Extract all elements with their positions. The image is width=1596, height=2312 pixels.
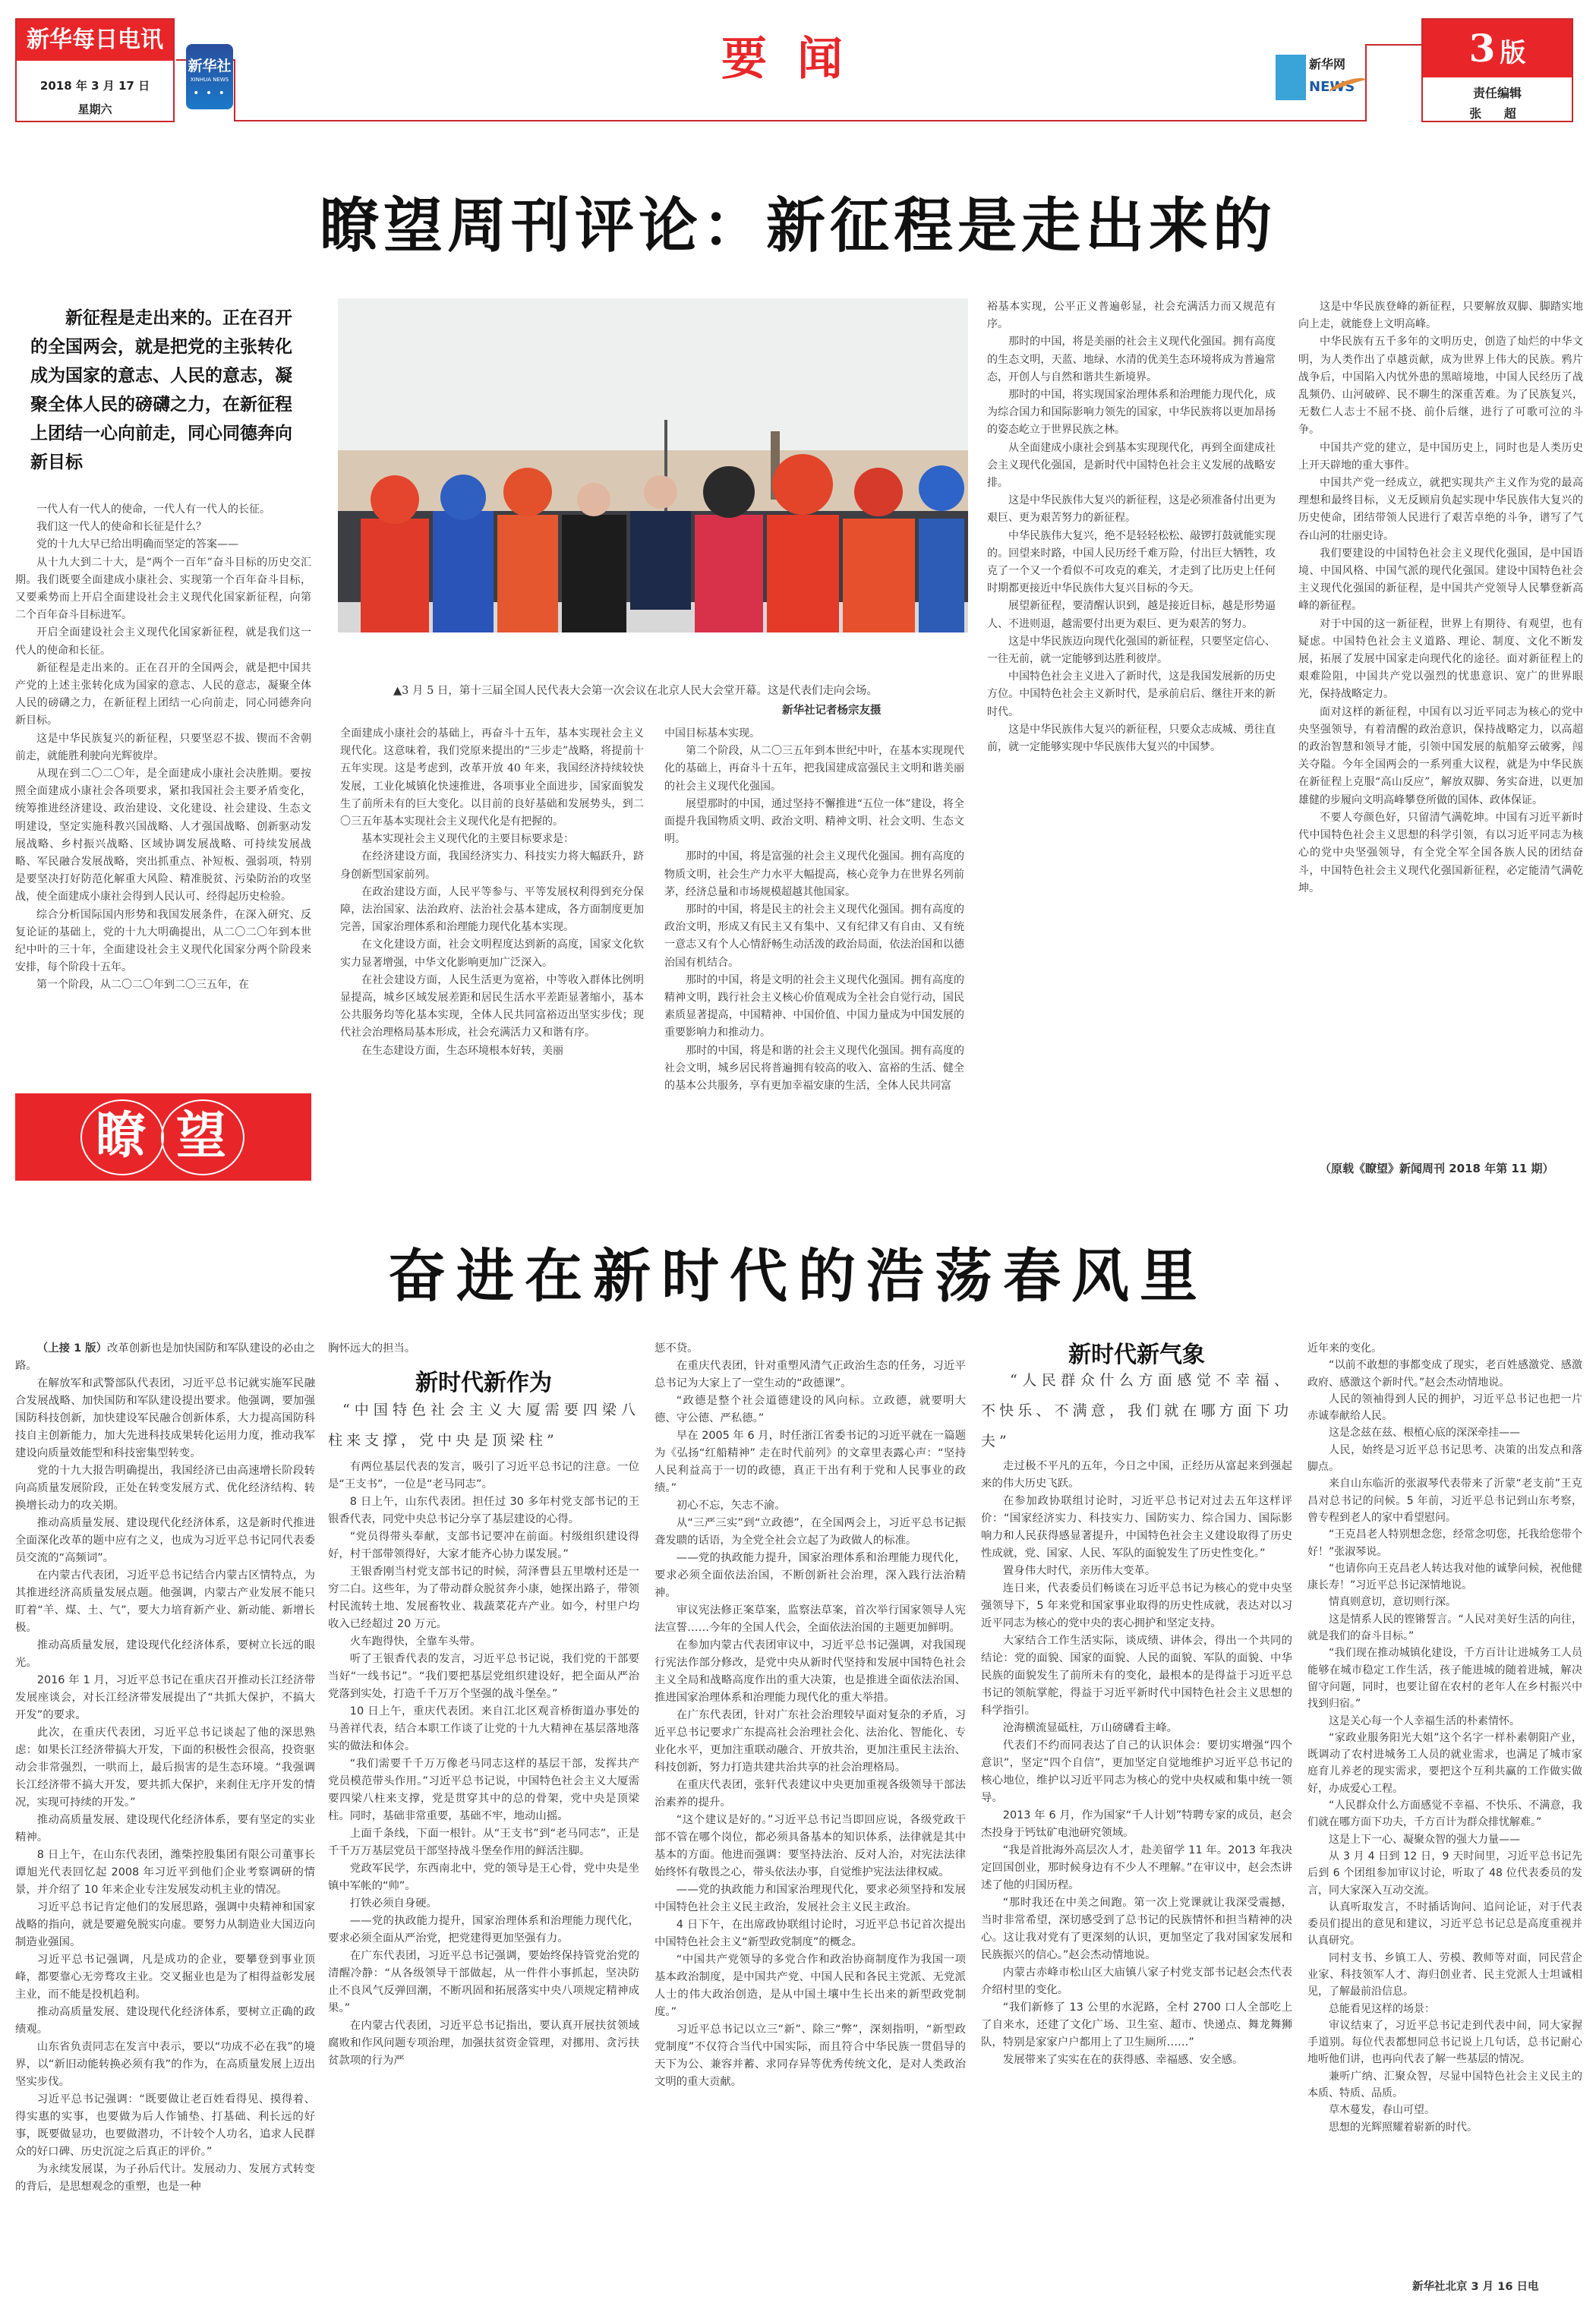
paragraph: “我是首批海外高层次人才，赴美留学 11 年。2013 年我决定回国创业，那时候身边有不少人不理解。”在审议中，赵会杰讲述了他的归国历程。 <box>981 1844 1292 1891</box>
subheading-new-era-new-action: 新时代新作为 <box>415 1370 552 1396</box>
subheading-new-era-new-look: 新时代新气象 <box>1068 1342 1205 1368</box>
paragraph: “这个建议是好的。”习近平总书记当即回应说，各级党政干部不管在哪个岗位，都必须具备基本的知识体系，法律就是其中基本的方面。他进而强调：要坚持法治、反对人治，对宪法法律始终怀有敬畏之心，带头依法办事，自觉维护宪法法律权威。 <box>654 1814 966 1878</box>
article1-col5 <box>1298 298 1583 897</box>
paragraph: 审议宪法修正案草案，监察法草案，首次举行国家领导人宪法宣誓……今年的全国人代会，全面依法治国的主题更加鲜明。 <box>654 1604 966 1634</box>
issue-date: 2018 年 3 月 17 日 <box>39 79 150 93</box>
paragraph: 这是中华民族伟大复兴的新征程，只要众志成城、勇往直前，就一定能够实现中华民族伟大复兴的中国梦。 <box>987 723 1276 754</box>
paragraph: 在经济建设方面，我国经济实力、科技实力将大幅跃升，跻身创新型国家前列。 <box>340 850 644 881</box>
xinhua-logo-cn: 新华社 <box>188 58 232 74</box>
paragraph: 中华民族伟大复兴，绝不是轻轻松松、敲锣打鼓就能实现的。回望来时路，中国人民历经千难万险，付出巨大牺牲，攻克了一个又一个看似不可攻克的难关，才走到了比历史上任何时期都更接近中华民族伟大复兴目标的今天。 <box>987 529 1276 595</box>
page-number <box>1423 20 1572 77</box>
paragraph: 听了王银香代表的发言，习近平总书记说，我们党的干部要当好“一线书记”。“我们要把基层党组织建设好，把全面从严治党落到实处，打造千千万万个坚强的战斗堡垒。” <box>328 1653 639 1700</box>
paragraph: 从十九大到二十大，是“两个一百年”奋斗目标的历史交汇期。我们既要全面建成小康社会、实现第一个百年奋斗目标，又要乘势而上开启全面建设社会主义现代化国家新征程，向第二个百年奋斗目标进军。 <box>15 556 311 622</box>
xinhuanet-logo-en: NEWS <box>1309 79 1355 95</box>
paragraph: 在广东代表团，针对广东社会治理较早面对复杂的矛盾，习近平总书记要求广东提高社会治理社会化、法治化、智能化、专业化水平，更加注重联动融合、开放共治，更加注重民主法治、科技创新，努力打造共建共治共享的社会治理格局。 <box>654 1709 966 1774</box>
paragraph: 基本实现社会主义现代化的主要目标要求是： <box>361 833 574 846</box>
photo-caption: ▲3 月 5 日，第十三届全国人民代表大会第一次会议在北京人民大会堂开幕。这是代表们走向会场。 <box>393 685 878 697</box>
paragraph: “人民群众什么方面感觉不幸福、不快乐、不满意，我们就在哪方面下功夫，千方百计为群众排忧解难。” <box>1307 1799 1582 1829</box>
paragraph: 开启全面建设社会主义现代化国家新征程，就是我们这一代人的使命和长征。 <box>15 626 311 657</box>
paragraph: 中华民族有五千多年的文明历史，创造了灿烂的中华文明，为人类作出了卓越贡献，成为世界上伟大的民族。鸦片战争后，中国陷入内忧外患的黑暗境地，中国人民经历了战乱频仍、山河破碎、民不聊生的深重苦难。为了民族复兴，无数仁人志士不屈不挠、前仆后继，进行了可歌可泣的斗争。 <box>1298 336 1583 437</box>
article1-photo <box>338 298 968 632</box>
paragraph: 在广东代表团，习近平总书记强调，要始终保持管党治党的清醒冷静：“从各级领导干部做起，从一件件小事抓起，坚决防止不良风气反弹回潮，不断巩固和拓展落实中央八项规定精神成果。” <box>328 1950 639 2014</box>
paragraph: 思想的光辉照耀着崭新的时代。 <box>1329 2121 1478 2134</box>
paragraph: 早在 2005 年 6 月，时任浙江省委书记的习近平就在一篇题为《弘扬“红船精神” 走在时代前列》的文章里表露心声：“坚持人民利益高于一切的政德，真正干出有利于党和人民事业的政绩。” <box>654 1430 966 1494</box>
paragraph: 中国目标基本实现。 <box>664 727 760 740</box>
paragraph: 不要人夸颜色好，只留清气满乾坤。中国有习近平新时代中国特色社会主义思想的科学引领，有以习近平同志为核心的党中央坚强领导，有全党全军全国各族人民的团结奋斗，中国特色社会主义现代化强国新征程，必定能清气满乾坤。 <box>1298 811 1583 894</box>
network-icon: • • • <box>193 87 226 99</box>
paragraph: 展望那时的中国，通过坚持不懈推进“五位一体”建设，将全面提升我国物质文明、政治文明、精神文明、社会文明、生态文明。 <box>664 797 964 846</box>
paragraph: 惩不贷。 <box>654 1342 699 1355</box>
paragraph: 我们这一代人的使命和长征是什么？ <box>36 521 207 534</box>
paragraph: 那时的中国，将是和谐的社会主义现代化强国。拥有高度的社会文明，城乡居民将普遍拥有较高的收入、富裕的生活、健全的基本公共服务，享有更加幸福安康的生活，全体人民共同富 <box>664 1044 964 1093</box>
paragraph: 从现在到二〇二〇年，是全面建成小康社会决胜期。要按照全面建成小康社会各项要求，紧扣我国社会主要矛盾变化，统筹推进经济建设、政治建设、文化建设、社会建设、生态文明建设，坚定实施科教兴国战略、人才强国战略、创新驱动发展战略、乡村振兴战略、区域协调发展战略、可持续发展战略、军民融合发展战略，突出抓重点、补短板、强弱项，特别是要坚决打好防范化解重大风险、精准脱贫、污染防治的攻坚战，使全面建成小康社会得到人民认可、经得起历史检验。 <box>15 768 311 904</box>
header-rule <box>1365 44 1421 46</box>
paragraph: “以前不敢想的事都变成了现实，老百姓感激党、感激政府、感激这个新时代。”赵会杰动情地说。 <box>1307 1359 1582 1389</box>
paragraph: 来自山东临沂的张淑琴代表带来了沂蒙“老支前”王克昌对总书记的问候。5 年前，习近平总书记到山东考察，曾专程到老人的家中看望慰问。 <box>1307 1478 1582 1524</box>
article1-col2 <box>340 725 644 1060</box>
paragraph: 推动高质量发展、建设现代化经济体系，要有坚定的实业精神。 <box>15 1814 315 1844</box>
masthead <box>15 18 175 122</box>
issue-weekday: 星期六 <box>77 103 112 116</box>
paragraph: “我们现在推动城镇化建设，千方百计让进城务工人员能够在城市稳定工作生活，孩子能进城的随着进城，解决留守问题，同时，也要让留在农村的老年人在乡村振兴中找到归宿。” <box>1307 1647 1582 1711</box>
delegates-photo <box>338 298 968 632</box>
paragraph: 习近平总书记以立三“新”、除三“弊”，深刻指明，“新型政党制度”不仅符合当代中国实际，而且符合中华民族一贯倡导的天下为公、兼容并蓄、求同存异等优秀传统文化，是对人类政治文明的重大贡献。 <box>654 2023 966 2088</box>
paragraph: 推动高质量发展，建设现代化经济体系，要树立长远的眼光。 <box>15 1639 315 1669</box>
paragraph: 这是中华民族复兴的新征程，只要坚忍不拔、锲而不舍朝前走，就能胜利驶向光辉彼岸。 <box>15 732 311 762</box>
paragraph: 在生态建设方面，生态环境根本好转，美丽 <box>361 1044 563 1057</box>
liaowang-char-b: 望 <box>176 1106 226 1165</box>
paragraph: “中国共产党领导的多党合作和政治协商制度作为我国一项基本政治制度，是中国共产党、中国人民和各民主党派、无党派人士的伟大政治创造，是从中国土壤中生长出来的新型政党制度。” <box>654 1954 966 2018</box>
paragraph <box>15 1340 315 1375</box>
article2-col5 <box>1307 1340 1582 2136</box>
article1-source: （原载《瞭望》新闻周刊 2018 年第 11 期） <box>1320 1162 1554 1175</box>
paragraph: 这是中华民族登峰的新征程，只要解放双脚、脚踏实地向上走，就能登上文明高峰。 <box>1298 301 1583 331</box>
header-rule <box>234 59 235 121</box>
paragraph: 内蒙古赤峰市松山区大庙镇八家子村党支部书记赵会杰代表介绍村里的变化。 <box>981 1967 1292 1996</box>
article2-col1 <box>15 1340 315 2196</box>
editor-name: 张 超 <box>1469 106 1525 121</box>
paragraph: 第一个阶段，从二〇二〇年到二〇三五年，在 <box>36 979 249 992</box>
paragraph: 那时的中国，将是美丽的社会主义现代化强国。拥有高度的生态文明，天蓝、地绿、水清的优美生态环境将成为普遍常态，开创人与自然和谐共生新境界。 <box>987 336 1276 383</box>
paragraph: 这是中华民族迈向现代化强国的新征程，只要坚定信心、一往无前，就一定能够到达胜利彼岸。 <box>987 635 1276 666</box>
paragraph: 人民，始终是习近平总书记思考、决策的出发点和落脚点。 <box>1307 1443 1582 1474</box>
article2-col4 <box>981 1340 1292 2069</box>
paragraph: 认真听取发言，不时插话询问、追问论证，对于代表委员们提出的意见和建议，习近平总书记总是高度重视并认真研究。 <box>1307 1900 1582 1948</box>
paragraph: 这是情系人民的铿锵誓言。“人民对美好生活的向往，就是我们的奋斗目标。” <box>1307 1613 1582 1643</box>
paragraph: 中国共产党一经成立，就把实现共产主义作为党的最高理想和最终目标，义无反顾肩负起实现中华民族伟大复兴的历史使命，团结带领人民进行了艰苦卓绝的斗争，谱写了气吞山河的壮丽史诗。 <box>1298 477 1583 542</box>
paragraph: 那时的中国，将是富强的社会主义现代化强国。拥有高度的物质文明，社会生产力水平大幅提高，核心竞争力在世界名列前茅，经济总量和市场规模超越其他国家。 <box>664 850 964 898</box>
paragraph: 8 日上午，山东代表团。担任过 30 多年村党支部书记的王银香代表，同党中央总书记分享了基层建设的心得。 <box>328 1496 639 1525</box>
paragraph: 习近平总书记强调：“既要做让老百姓看得见、摸得着、得实惠的实事，也要做为后人作铺垫、打基础、利长远的好事，既要做显功，也要做潜功，不计较个人功名，追求人民群众的好口碑、历史沉淀之后真正的评价。” <box>15 2093 315 2158</box>
page-unit: 版 <box>1500 38 1526 68</box>
liaowang-char-a: 瞭 <box>96 1106 146 1165</box>
paragraph: 在内蒙古代表团，习近平总书记指出，要认真开展扶贫领域腐败和作风问题专项治理，加强扶贫资金管理，对挪用、贪污扶贫款项的行为严 <box>328 2020 639 2067</box>
paragraph: “政德是整个社会道德建设的风向标。立政德，就要明大德、守公德、严私德。” <box>654 1395 966 1424</box>
paragraph: “我们新修了 13 公里的水泥路，全村 2700 口人全部吃上了自来水，还建了文化广场、卫生室、超市、快递点、舞龙舞狮队，特别是家家户户都用上了卫生厕所……” <box>981 2001 1292 2049</box>
paragraph: 对于中国的这一新征程，世界上有期待、有观望，也有疑虑。中国特色社会主义道路、理论、制度、文化不断发展，拓展了发展中国家走向现代化的途径。面对新征程上的艰难险阻，中国共产党以强烈的忧患意识、宽广的世界眼光，保持战略定力。 <box>1298 617 1583 701</box>
paragraph: “我们需要千千万万像老马同志这样的基层干部，发挥共产党员模范带头作用。”习近平总书记说，中国特色社会主义大厦需要四梁八柱来支撑，党是贯穿其中的总的骨架，党中央是顶梁柱。同时，基础非常重要，基础不牢，地动山摇。 <box>328 1758 639 1822</box>
paragraph: 那时的中国，将是文明的社会主义现代化强国。拥有高度的精神文明，践行社会主义核心价值观成为全社会自觉行动，国民素质显著提高，中国精神、中国价值、中国力量成为中国发展的重要影响力和推动力。 <box>664 973 964 1039</box>
photo-credit: 新华社记者杨宗友摄 <box>782 705 882 717</box>
paragraph: 综合分析国际国内形势和我国发展条件，在深入研究、反复论证的基础上，党的十九大明确提出，从二〇二〇年到本世纪中叶的三十年，全面建设社会主义现代化国家分两个阶段来安排，每个阶段十五年。 <box>15 908 311 974</box>
xinhuanet-logo-cn: 新华网 <box>1309 57 1346 71</box>
subheading-quote: “人民群众什么方面感觉不幸福、不快乐、不满意，我们就在哪方面下功夫” <box>981 1372 1292 1449</box>
paragraph: 近年来的变化。 <box>1307 1342 1382 1355</box>
paragraph: 发展带来了实实在在的获得感、幸福感、安全感。 <box>1002 2054 1244 2066</box>
paragraph: 这是上下一心、凝聚众智的强大力量—— <box>1329 1833 1520 1846</box>
liaowang-logo <box>15 1093 311 1181</box>
header-rule <box>234 120 1367 121</box>
article2-col2 <box>328 1340 639 2070</box>
paragraph: 2013 年 6 月，作为国家“千人计划”特聘专家的成员，赵会杰投身于钙钛矿电池研究领域。 <box>981 1809 1292 1839</box>
paragraph: 上面千条线，下面一根针。从“王支书”到“老马同志”，正是千千万万基层党员干部坚持战斗堡垒作用的鲜活注脚。 <box>328 1828 639 1857</box>
paragraph: 2016 年 1 月，习近平总书记在重庆召开推动长江经济带发展座谈会，对长江经济带发展提出了“共抓大保护，不搞大开发”的要求。 <box>15 1674 315 1721</box>
paragraph-text: 改革创新也是加快国防和军队建设的必由之路。 <box>15 1342 315 1372</box>
paragraph: 同村支书、乡镇工人、劳模、教师等对面，同民营企业家、科技领军人才、海归创业者、民主党派人士坦诚相见，了解最前沿信息。 <box>1307 1951 1582 1998</box>
paragraph: 我们要建设的中国特色社会主义现代化强国，是中国语境、中国风格、中国气派的现代化强国。建设中国特色社会主义现代化强国的新征程，是中国共产党领导人民攀登新高峰的新征程。 <box>1298 547 1583 613</box>
paragraph: 山东省负责同志在发言中表示，要以“功成不必在我”的境界，以“新旧动能转换必须有我”的作为，在高质量发展上迈出坚实步伐。 <box>15 2041 315 2088</box>
paragraph: 习近平总书记肯定他们的发展思路，强调中央精神和国家战略的指向，就是要避免脱实向虚。要努力从制造业大国迈向制造业强国。 <box>15 1901 315 1948</box>
paragraph: 在解放军和武警部队代表团，习近平总书记就实施军民融合发展战略、加快国防和军队建设提出要求。他强调，要加强国防科技创新，加快建设军民融合创新体系，大力提高国防科技自主创新能力，加大先进科技成果转化运用力度，推动我军建设向质量效能型和科技密集型转变。 <box>15 1377 315 1459</box>
paragraph: 有两位基层代表的发言，吸引了习近平总书记的注意。一位是“王支书”，一位是“老马同志”。 <box>328 1461 639 1490</box>
paragraph: 这是中华民族伟大复兴的新征程，这是必须准备付出更为艰巨、更为艰苦努力的新征程。 <box>987 494 1276 525</box>
paragraph: 走过极不平凡的五年，今日之中国，正经历从富起来到强起来的伟大历史飞跃。 <box>981 1460 1292 1490</box>
paragraph: 连日来，代表委员们畅谈在习近平总书记为核心的党中央坚强领导下，5 年来党和国家事业取得的历史性成就，表达对以习近平同志为核心的党中央的衷心拥护和坚定支持。 <box>981 1582 1292 1629</box>
paragraph: 展望新征程，要清醒认识到，越是接近目标，越是形势逼人、不进则退，越需要付出更为艰巨、更为艰苦的努力。 <box>987 600 1276 630</box>
paragraph: 裕基本实现，公平正义普遍彰显，社会充满活力而又规范有序。 <box>987 301 1276 331</box>
paragraph: 王银香刚当村党支部书记的时候，菏泽曹县五里墩村还是一穷二白。这些年，为了带动群众脱贫奔小康，她探出路子，带领村民流转土地、发展畜牧业、栽蔬菜花卉产业。如今，村里户均收入已经超过 20 万元。 <box>328 1566 639 1630</box>
paragraph: 打铁必须自身硬。 <box>349 1897 437 1910</box>
paragraph: 草木蔓发，春山可望。 <box>1329 2104 1435 2117</box>
paragraph: 党的十九大早已给出明确而坚定的答案—— <box>36 538 238 551</box>
paragraph: 推动高质量发展、建设现代化经济体系，要树立正确的政绩观。 <box>15 2006 315 2036</box>
paragraph: ——党的执政能力提升，国家治理体系和治理能力现代化，要求必须全面从严治党，把党建得更加坚强有力。 <box>328 1915 639 1945</box>
editor-label: 责任编辑 <box>1472 86 1522 100</box>
subheading-quote: “中国特色社会主义大厦需要四梁八柱来支撑，党中央是顶梁柱” <box>328 1402 639 1449</box>
n-block-icon <box>1276 55 1306 100</box>
paragraph: ——党的执政能力提升，国家治理体系和治理能力现代化，要求必须全面依法治国，不断创新社会治理，深入践行法治精神。 <box>654 1552 966 1599</box>
paragraph: “王克昌老人特别想念您，经常念叨您，托我给您带个好！”张淑琴说。 <box>1307 1528 1582 1558</box>
article2-signoff: 新华社北京 3 月 16 日电 <box>1412 2281 1539 2293</box>
paragraph: 那时的中国，将是民主的社会主义现代化强国。拥有高度的政治文明，形成又有民主又有集中、又有纪律又有自由、又有统一意志又有个人心情舒畅生动活泼的政治局面，依法治国和以德治国有机结合。 <box>664 904 964 969</box>
paragraph: 胸怀远大的担当。 <box>328 1342 416 1355</box>
paragraph: 沧海横流显砥柱，万山磅礴看主峰。 <box>1002 1722 1178 1734</box>
paragraph: 习近平总书记强调，凡是成功的企业，要攀登到事业顶峰，都要靠心无旁骛攻主业。交叉掘业也是为了相得益彰发展主业，而不能是投机趋利。 <box>15 1954 315 2001</box>
continued-from: （上接 1 版） <box>36 1342 107 1355</box>
paragraph: 在参加政协联组讨论时，习近平总书记对过去五年这样评价：“国家经济实力、科技实力、国防实力、综合国力、国际影响力和人民获得感显著提升，中国特色社会主义建设取得了历史性成就，党、国家、人民、军队的面貌发生了历史性变化。” <box>981 1495 1292 1560</box>
article1-headline: 瞭望周刊评论：新征程是走出来的 <box>319 192 1276 260</box>
paragraph: 推动高质量发展、建设现代化经济体系，这是新时代推进全面深化改革的题中应有之义，也成为习近平总书记同代表委员交流的“高频词”。 <box>15 1517 315 1564</box>
paragraph: 大家结合工作生活实际，谈成绩、讲体会，得出一个共同的结论：党的面貌、国家的面貌、人民的面貌、军队的面貌、中华民族的面貌发生了前所未有的变化，最根本的是得益于习近平总书记的领航掌舵，得益于习近平新时代中国特色社会主义思想的科学指引。 <box>981 1635 1292 1717</box>
paragraph: 第二个阶段，从二〇三五年到本世纪中叶，在基本实现现代化的基础上，再奋斗十五年，把我国建成富强民主文明和谐美丽的社会主义现代化强国。 <box>664 745 964 793</box>
article2-headline: 奋进在新时代的浩荡春风里 <box>388 1242 1208 1310</box>
paragraph: 兼听广纳、汇聚众智，尽显中国特色社会主义民主的本质、特质、品质。 <box>1307 2070 1582 2100</box>
paragraph: 这是念兹在兹、根植心底的深深牵挂—— <box>1329 1427 1520 1440</box>
paragraph: 从全面建成小康社会到基本实现现代化，再到全面建成社会主义现代化强国，是新时代中国特色社会主义发展的战略安排。 <box>987 441 1276 490</box>
paragraph: 火车跑得快，全靠车头带。 <box>349 1635 481 1648</box>
paragraph: “家政业服务阳光大姐”这个名字一样朴素朝阳产业，既调动了农村进城务工人员的就业需求，也满足了城市家庭育儿养老的现实需求，要把这个互利共赢的工作做实做好，办成爱心工程。 <box>1307 1731 1582 1795</box>
paragraph: 审议结束了，习近平总书记走到代表中间，同大家握手道别。每位代表都想同总书记说上几句话，总书记耐心地听他们讲，也再向代表了解一些基层的情况。 <box>1307 2019 1582 2066</box>
paragraph: 此次，在重庆代表团，习近平总书记谈起了他的深思熟虑：如果长江经济带搞大开发，下面的积极性会很高，投资驱动会非常强烈，一哄而上，最后损害的是生态环境。“我强调长江经济带不搞大开发，要共抓大保护，来刹住无序开发的情况，实现可持续的开发。” <box>15 1727 315 1809</box>
xinhua-logo-en: XINHUA NEWS <box>190 77 229 83</box>
article1-col3 <box>664 725 964 1095</box>
article2-col3 <box>654 1340 966 2091</box>
paragraph: 代表们不约而同表达了自己的认识体会：要切实增强“四个意识”，坚定“四个自信”，更加坚定自觉地维护习近平总书记的核心地位，维护以习近平同志为核心的党中央权威和集中统一领导。 <box>981 1740 1292 1804</box>
paragraph: 在政治建设方面，人民平等参与、平等发展权利得到充分保障，法治国家、法治政府、法治社会基本建成，各方面制度更加完善，国家治理体系和治理能力现代化基本实现。 <box>340 885 644 934</box>
paragraph: 10 日上午，重庆代表团。来自江北区观音桥街道办事处的马善祥代表，结合本职工作谈了让党的十九大精神在基层落地落实的做法和体会。 <box>328 1705 639 1752</box>
paragraph: 情真则意切，意切则行深。 <box>1329 1596 1456 1609</box>
paragraph: 中国特色社会主义进入了新时代，这是我国发展新的历史方位。中国特色社会主义新时代，是承前启后、继往开来的新时代。 <box>987 670 1276 718</box>
paragraph: 在重庆代表团，针对重塑风清气正政治生态的任务，习近平总书记为大家上了一堂生动的“政德课”。 <box>654 1360 966 1389</box>
paragraph: 总能看见这样的场景： <box>1329 2002 1435 2015</box>
article1-col4 <box>987 298 1276 756</box>
paragraph: 置身伟大时代，亲历伟大变革。 <box>1002 1565 1156 1577</box>
article1-col1 <box>15 501 311 995</box>
paragraph: 全面建成小康社会的基础上，再奋斗十五年，基本实现社会主义现代化。这意味着，我们党原来提出的“三步走”战略，将提前十五年实现。这是考虑到，改革开放 40 年来，我国经济持续较快发展，工业化城镇化快速推进，各项事业全面进步，国家面貌发生了前所未有的巨大变化。以目前的良好基础和发展势头，到二〇三五年基本实现社会主义现代化是有把握的。 <box>340 727 644 828</box>
xinhua-logo <box>186 44 233 109</box>
paragraph: 在文化建设方面，社会文明程度达到新的高度，国家文化软实力显著增强，中华文化影响更加广泛深入。 <box>340 938 644 969</box>
paragraph: 在社会建设方面，人民生活更为宽裕，中等收入群体比例明显提高，城乡区域发展差距和居民生活水平差距显著缩小，基本公共服务均等化基本实现，全体人民共同富裕迈出坚实步伐；现代社会治理格局基本形成，社会充满活力又和谐有序。 <box>340 973 644 1039</box>
paragraph: 初心不忘，矢志不渝。 <box>676 1500 786 1512</box>
paragraph: 那时的中国，将实现国家治理体系和治理能力现代化，成为综合国力和国际影响力领先的国家，中华民族将以更加昂扬的姿态屹立于世界民族之林。 <box>987 389 1276 437</box>
paragraph: 从“三严三实”到“立政德”，在全国两会上，习近平总书记振聋发聩的话语，为全党全社会立起了为政做人的标准。 <box>654 1517 966 1547</box>
paragraph: “党员得带头奉献，支部书记要冲在前面。村级组织建设得好，村干部带领得好，大家才能齐心协力谋发展。” <box>328 1531 639 1560</box>
paragraph: “也请你向王克昌老人转达我对他的诚挚问候，祝他健康长寿！”习近平总书记深情地说。 <box>1307 1562 1582 1592</box>
paragraph: 人民的领袖得到人民的拥护，习近平总书记也把一片赤诚奉献给人民。 <box>1307 1393 1582 1423</box>
paragraph: 这是关心每一个人幸福生活的朴素情怀。 <box>1329 1714 1520 1727</box>
paragraph: 中国共产党的建立，是中国历史上，同时也是人类历史上开天辟地的重大事件。 <box>1298 441 1583 472</box>
section-title: 要闻 <box>721 33 873 86</box>
paragraph: 面对这样的新征程，中国有以习近平同志为核心的党中央坚强领导，有着清醒的政治意识，保持战略定力，以高超的政治智慧和领导才能，引领中国发展的航船穿云破雾，闯关夺隘。今年全国两会的一系列重大议程，就是为中华民族在新征程上克服“高山反应”，解放双脚、务实奋进，以更加雄健的步履向文明高峰攀登所做的国体、政体保证。 <box>1298 705 1583 806</box>
paragraph: 党政军民学，东西南北中，党的领导是王心骨，党中央是坐镇中军帐的“帅”。 <box>328 1863 639 1892</box>
page-box <box>1421 18 1573 122</box>
paragraph: 党的十九大报告明确提出，我国经济已由高速增长阶段转向高质量发展阶段，正处在转变发展方式、优化经济结构、转换增长动力的攻关期。 <box>15 1465 315 1512</box>
paragraph: 从 3 月 4 日到 12 日，9 天时间里，习近平总书记先后到 6 个团组参加审议讨论，听取了 48 位代表委员的发言，同大家深入互动交流。 <box>1307 1850 1582 1897</box>
paragraph: 在重庆代表团，张轩代表建议中央更加重视各级领导干部法治素养的提升。 <box>654 1779 966 1809</box>
paragraph: “那时我还在中美之间跑。第一次上党课就让我深受震撼，当时非常希望，深切感受到了总书记的民族情怀和担当精神的决心。这让我对党有了更深刻的认识，更加坚定了我对国家发展和民族振兴的信心。”赵会杰动情地说。 <box>981 1897 1292 1961</box>
paragraph: 8 日上午，在山东代表团，潍柴控股集团有限公司董事长谭旭光代表回忆起 2008 年习近平到他们企业考察调研的情景，并介绍了 10 年来企业专注发展发动机主业的情况。 <box>15 1849 315 1896</box>
paragraph: ——党的执政能力和国家治理现代化，要求必须坚持和发展中国特色社会主义民主政治，发展社会主义民主政治。 <box>654 1884 966 1913</box>
masthead-title: 新华每日电讯 <box>17 20 173 61</box>
paragraph: 在内蒙古代表团，习近平总书记结合内蒙古区情特点，为其推进经济高质量发展点题。他强调，内蒙古产业发展不能只盯着“羊、煤、土、气”，要大力培育新产业、新动能、新增长极。 <box>15 1569 315 1634</box>
paragraph: 新征程是走出来的。正在召开的全国两会，就是把中国共产党的上述主张转化成为国家的意志、人民的意志，凝聚全体人民的磅礴之力，在新征程上团结一心向前走，同心同德奔向新目标。 <box>15 661 311 727</box>
paragraph: 在参加内蒙古代表团审议中，习近平总书记强调，对我国现行宪法作部分修改，是党中央从新时代坚持和发展中国特色社会主义全局和战略高度作出的重大决策，也是推进全面依法治国、推进国家治理体系和治理能力现代化的重大举措。 <box>654 1639 966 1704</box>
article1-lead: 新征程是走出来的。正在召开的全国两会，就是把党的主张转化成为国家的意志、人民的意志，凝聚全体人民的磅礴之力，在新征程上团结一心向前走，同心同德奔向新目标 <box>30 308 292 472</box>
page-number-value: 3 <box>1468 26 1496 71</box>
paragraph: 4 日下午，在出席政协联组讨论时，习近平总书记首次提出中国特色社会主义“新型政党制度”的概念。 <box>654 1919 966 1948</box>
xinhuanet-logo <box>1276 55 1367 100</box>
paragraph: 为永续发展谋，为子孙后代计。发展动力、发展方式转变的背后，是思想观念的重塑，也是一种 <box>15 2163 315 2193</box>
paragraph: 一代人有一代人的使命，一代人有一代人的长征。 <box>36 503 270 516</box>
